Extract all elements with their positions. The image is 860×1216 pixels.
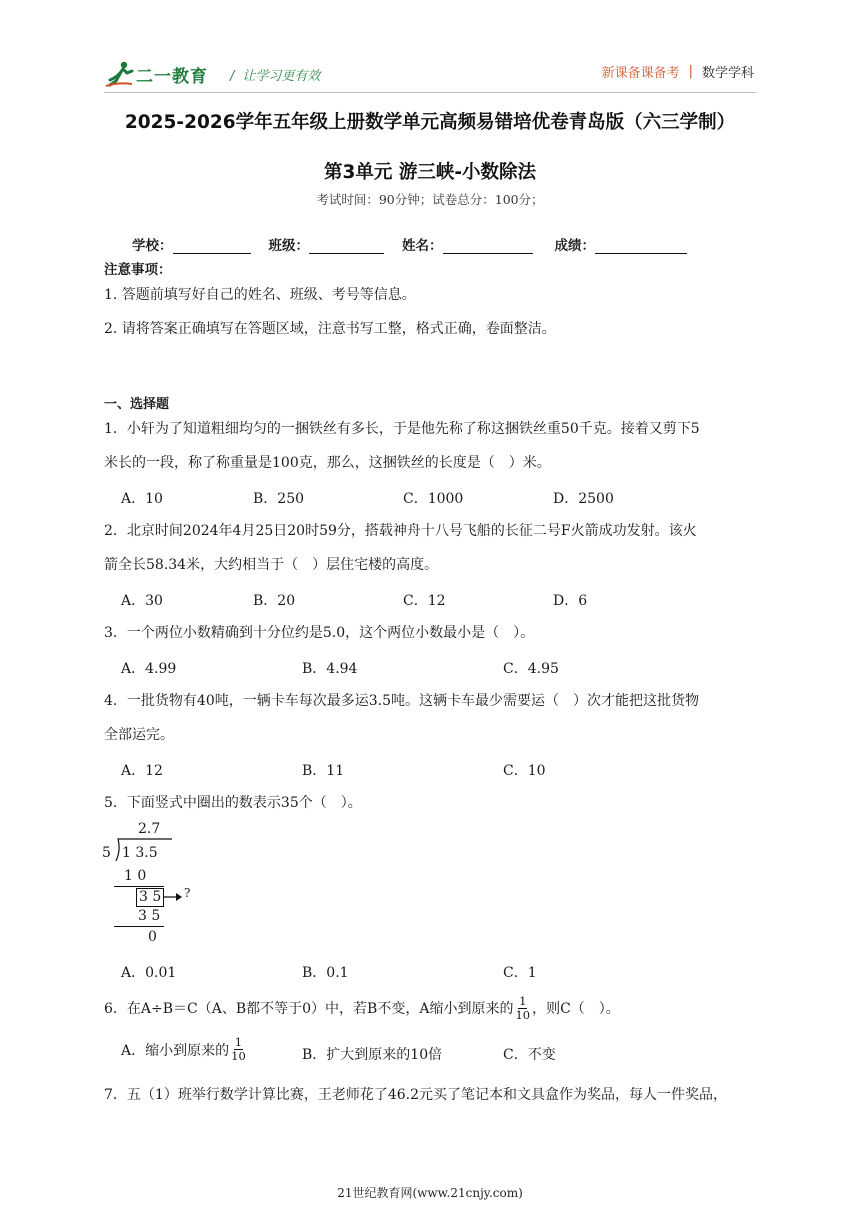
notice-item: 2. 请将答案正确填写在答题区域，注意书写工整，格式正确，卷面整洁。 bbox=[104, 321, 556, 337]
q4-option-b[interactable]: B．11 bbox=[302, 763, 345, 779]
q2-option-a[interactable]: A．30 bbox=[121, 593, 163, 609]
q6-option-b[interactable]: B．扩大到原来的10倍 bbox=[302, 1047, 443, 1063]
field-score[interactable]: 成绩： bbox=[555, 234, 688, 254]
q3-option-b[interactable]: B．4.94 bbox=[302, 661, 358, 677]
q4-option-a[interactable]: A．12 bbox=[121, 763, 163, 779]
student-info-fields bbox=[132, 234, 687, 254]
boxed-number: 3 5 bbox=[136, 888, 164, 907]
q4-text-line2: 全部运完。 bbox=[104, 727, 174, 743]
header-right: 新课备课备考 | 数学学科 bbox=[601, 64, 754, 81]
division-dividend: 1 3.5 bbox=[122, 845, 158, 861]
q2-text-line1: 2．北京时间2024年4月25日20时59分，搭载神舟十八号飞船的长征二号F火箭成功发射。该火 bbox=[104, 523, 697, 539]
q3-option-a[interactable]: A．4.99 bbox=[121, 661, 177, 677]
division-line bbox=[114, 886, 164, 887]
division-quotient: 2.7 bbox=[138, 821, 161, 837]
exam-info: 考试时间：90分钟；试卷总分：100分； bbox=[316, 192, 544, 207]
notice-item: 1. 答题前填写好自己的姓名、班级、考号等信息。 bbox=[104, 287, 416, 303]
arrow-right-icon bbox=[163, 892, 185, 902]
field-school[interactable]: 学校： bbox=[132, 234, 251, 254]
q3-option-c[interactable]: C．4.95 bbox=[503, 661, 559, 677]
q2-option-d[interactable]: D．6 bbox=[553, 593, 588, 609]
slogan: / 让学习更有效 bbox=[230, 68, 321, 84]
section-title: 一、选择题 bbox=[104, 397, 170, 412]
q1-option-c[interactable]: C．1000 bbox=[403, 491, 464, 507]
q2-text-line2: 箭全长58.34米，大约相当于（ ）层住宅楼的高度。 bbox=[104, 557, 439, 573]
long-division-figure bbox=[100, 818, 210, 950]
fraction: $\frac{1}{10}$ bbox=[231, 1035, 246, 1063]
paper-title: 2025-2026学年五年级上册数学单元高频易错培优卷青岛版（六三学制） bbox=[124, 112, 736, 133]
q6-text: 6．在A÷B＝C（A、B都不等于0）中，若B不变，A缩小到原来的 $\frac{1}{10}$ ，则C（ ）。 bbox=[104, 994, 620, 1022]
division-divisor: 5 bbox=[102, 845, 111, 861]
q5-text: 5．下面竖式中圈出的数表示35个（ ）。 bbox=[104, 795, 362, 811]
q1-option-d[interactable]: D．2500 bbox=[553, 491, 614, 507]
field-class[interactable]: 班级： bbox=[269, 234, 385, 254]
fraction: $\frac{1}{10}$ bbox=[515, 994, 531, 1022]
page-footer: 21世纪教育网(www.21cnjy.com) bbox=[337, 1186, 523, 1200]
logo-text: 二一教育 bbox=[136, 66, 208, 87]
notice-heading: 注意事项： bbox=[104, 262, 172, 278]
q4-option-c[interactable]: C．10 bbox=[503, 763, 546, 779]
q1-text-line2: 米长的一段，称了称重量是100克，那么，这捆铁丝的长度是（ ）米。 bbox=[104, 455, 551, 471]
q5-option-b[interactable]: B．0.1 bbox=[302, 965, 349, 981]
division-step2: 3 5 bbox=[138, 908, 161, 924]
q2-option-c[interactable]: C．12 bbox=[403, 593, 446, 609]
q6-option-a[interactable]: A．缩小到原来的 $\frac{1}{10}$ bbox=[121, 1035, 246, 1063]
logo bbox=[104, 60, 208, 88]
division-line bbox=[114, 926, 164, 927]
slogan-text: 让学习更有效 bbox=[242, 68, 321, 84]
q3-text: 3．一个两位小数精确到十分位约是5.0，这个两位小数最小是（ ）。 bbox=[104, 625, 535, 641]
q6-option-c[interactable]: C．不变 bbox=[503, 1047, 556, 1063]
q5-option-c[interactable]: C．1 bbox=[503, 965, 537, 981]
q1-option-b[interactable]: B．250 bbox=[253, 491, 305, 507]
field-name[interactable]: 姓名： bbox=[402, 234, 533, 254]
division-step1: 1 0 bbox=[124, 868, 147, 884]
q4-text-line1: 4．一批货物有40吨，一辆卡车每次最多运3.5吨。这辆卡车最少需要运（ ）次才能把这批货物 bbox=[104, 693, 699, 709]
question-mark: ? bbox=[184, 886, 191, 900]
header-divider bbox=[104, 92, 756, 93]
q5-option-a[interactable]: A．0.01 bbox=[121, 965, 177, 981]
header-subject: 数学学科 bbox=[701, 66, 754, 81]
division-remainder: 0 bbox=[148, 929, 157, 945]
q7-text: 7．五（1）班举行数学计算比赛，王老师花了46.2元买了笔记本和文具盒作为奖品，每人一件奖品， bbox=[104, 1087, 727, 1103]
q1-text-line1: 1．小轩为了知道粗细均匀的一捆铁丝有多长，于是他先称了称这捆铁丝重50千克。接着又剪下5 bbox=[104, 421, 700, 437]
header-brand bbox=[104, 58, 320, 90]
runner-logo-icon bbox=[104, 60, 134, 88]
unit-title: 第3单元 游三峡-小数除法 bbox=[324, 162, 536, 183]
q1-option-a[interactable]: A．10 bbox=[121, 491, 163, 507]
q2-option-b[interactable]: B．20 bbox=[253, 593, 296, 609]
header-right-label: 新课备课备考 bbox=[601, 66, 680, 81]
